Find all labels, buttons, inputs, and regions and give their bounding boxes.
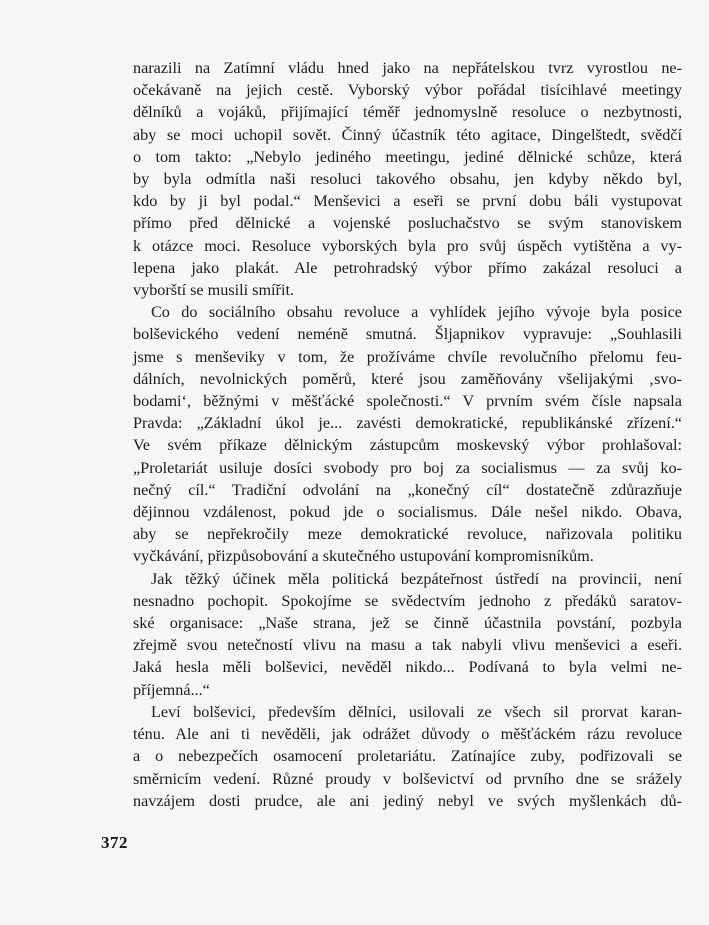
text-line: bodami‘, běžnými v měšťácké společnosti.“ V prvním svém čísle napsala (133, 392, 682, 411)
text-line: ténu. Ale ani ti nevěděli, jak odrážet důvody o měšťáckém rázu revoluce (133, 725, 682, 744)
text-line: kdo by ji byl podal.“ Menševici a eseři se první dobu báli vystupovat (133, 192, 682, 211)
text-line: vyborští se musili smířit. (133, 281, 294, 300)
text-line: k otázce moci. Resoluce vyborských byla pro svůj úspěch vytištěna a vy- (133, 236, 682, 255)
text-line: aby se nepřekročily meze demokratické revoluce, nařizovala politiku (133, 525, 682, 544)
text-line: a o nebezpečích osamocení proletariátu. Zatínajíce zuby, podřizovali se (133, 747, 682, 766)
text-line: by byla odmítla naši resoluci takového obsahu, jen kdyby někdo byl, (133, 170, 682, 189)
text-line: směrnicím vedení. Různé proudy v bolševictví od prvního dne se srážely (133, 769, 682, 788)
text-line: Jak těžký účinek měla politická bezpáteřnost ústředí na provincii, není (151, 569, 682, 588)
text-line: jsme s menševiky v tom, že prožíváme chvíle revolučního přelomu feu- (133, 347, 682, 366)
text-line: dějinnou vzdálenost, pokud jde o socialismus. Dále nešel nikdo. Obava, (133, 503, 682, 522)
text-line: očekávaně na jejich cestě. Vyborský výbor pořádal tisícihlavé meetingy (133, 81, 682, 100)
text-line: přímo před dělnické a vojenské posluchačstvo se svým stanoviskem (133, 214, 682, 233)
text-line: zřejmě svou netečností vlivu na masu a tak nabyli vlivu menševici a eseři. (133, 636, 682, 655)
text-line: vyčkávání, přizpůsobování a skutečného ustupování kompromisníkům. (133, 547, 594, 566)
page-number: 372 (101, 833, 128, 852)
text-line: nečný cíl.“ Tradiční odvolání na „konečný cíl“ dostatečně zdůrazňuje (133, 480, 682, 499)
text-line: nesnadno pochopit. Spokojíme se svědectvím jednoho z předáků saratov- (133, 591, 682, 610)
text-line: o tom takto: „Nebylo jediného meetingu, jediné dělnické schůze, která (133, 147, 682, 166)
text-line: bolševického vedení neméně smutná. Šljapnikov vypravuje: „Souhlasili (133, 325, 682, 344)
text-line: aby se moci uchopil sovět. Činný účastník této agitace, Dingelštedt, svědčí (133, 125, 682, 144)
text-line: Jaká hesla měli bolševici, nevěděl nikdo... Podívaná to byla velmi ne- (133, 658, 682, 677)
text-line: dělníků a vojáků, přijímající téměř jednomyslně resoluce o nezbytnosti, (133, 103, 682, 122)
text-line: Pravda: „Základní úkol je... zavésti demokratické, republikánské zřízení.“ (133, 414, 682, 433)
text-line: „Proletariát usiluje dosíci svobody pro boj za socialismus — za svůj ko- (133, 458, 682, 477)
text-line: Ve svém příkaze dělnickým zástupcům moskevský výbor prohlašoval: (133, 436, 682, 455)
text-line: narazili na Zatímní vládu hned jako na nepřátelskou tvrz vyrostlou ne- (133, 59, 682, 77)
text-line: Leví bolševici, především dělníci, usilovali ze všech sil prorvat karan- (151, 702, 682, 721)
text-line: ské organisace: „Naše strana, jež se činně účastnila povstání, pozbyla (133, 614, 682, 633)
text-line: navzájem dosti prudce, ale ani jediný nebyl ve svých myšlenkách dů- (133, 791, 682, 810)
text-line: lepena jako plakát. Ale petrohradský výbor přímo zakázal resoluci a (133, 258, 682, 277)
text-line: příjemná...“ (133, 680, 210, 699)
body-text (133, 57, 682, 812)
text-line: dálních, nevolnických poměrů, které jsou zaměňovány všelijakými ‚svo- (133, 369, 682, 388)
text-line: Co do sociálního obsahu revoluce a vyhlídek jejího vývoje byla posice (151, 303, 682, 322)
